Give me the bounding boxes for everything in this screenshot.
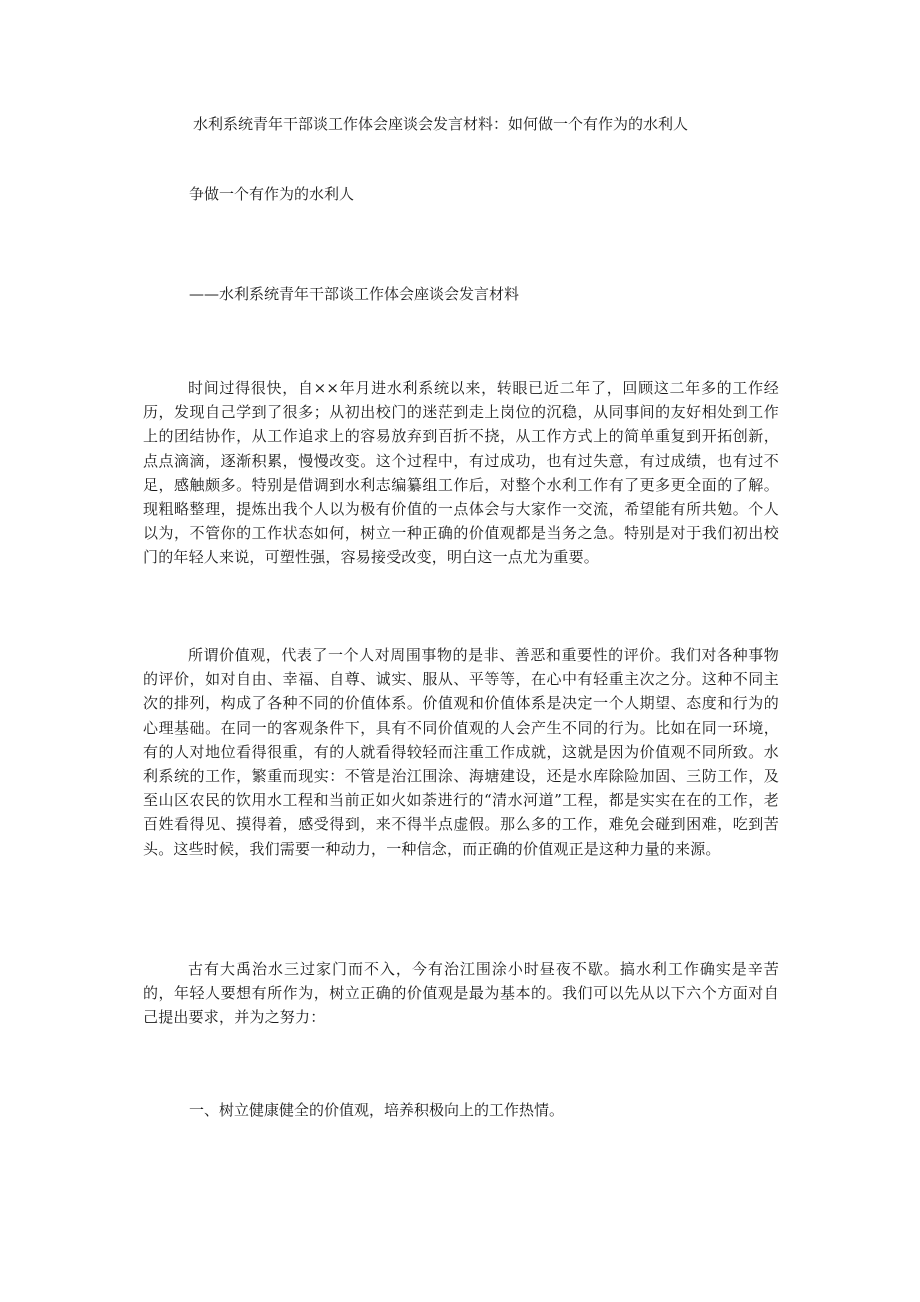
document-subtitle: 争做一个有作为的水利人 [189,185,355,203]
paragraph-values: 所谓价值观，代表了一个人对周围事物的是非、善恶和重要性的评价。我们对各种事物的评价，如对自由、幸福、自尊、诚实、服从、平等等，在心中有轻重主次之分。这种不同主次的排列，构成了各种不同的价值体系。价值观和价值体系是决定一个人期望、态度和行为的心理基础。在同一的客观条件下，具有不同价值观的人会产生不同的行为。比如在同一环境，有的人对地位看得很重，有的人就看得较轻而注重工作成就，这就是因为价值观不同所致。水利系统的工作，繁重而现实：不管是治江围涂、海塘建设，还是水库除险加固、三防工作，及至山区农民的饮用水工程和当前正如火如荼进行的“清水河道”工程，都是实实在在的工作，老百姓看得见、摸得着，感受得到，来不得半点虚假。那么多的工作，难免会碰到困难，吃到苦头。这些时候，我们需要一种动力，一种信念，而正确的价值观正是这种力量的来源。 [143,646,779,858]
paragraph-intro: 时间过得很快，自××年月进水利系统以来，转眼已近二年了，回顾这二年多的工作经历，发现自己学到了很多；从初出校门的迷茫到走上岗位的沉稳，从同事间的友好相处到工作上的团结协作，从工作追求上的容易放弃到百折不挠，从工作方式上的简单重复到开拓创新，点点滴滴，逐渐积累，慢慢改变。这个过程中，有过成功，也有过失意，有过成绩，也有过不足，感触颇多。特别是借调到水利志编纂组工作后，对整个水利工作有了更多更全面的了解。现粗略整理，提炼出我个人以为极有价值的一点体会与大家作一交流，希望能有所共勉。个人以为，不管你的工作状态如何，树立一种正确的价值观都是当务之急。特别是对于我们初出校门的年轻人来说，可塑性强，容易接受改变，明白这一点尤为重要。 [143,379,779,567]
document-title: 水利系统青年干部谈工作体会座谈会发言材料：如何做一个有作为的水利人 [193,115,689,133]
paragraph-requirements: 古有大禹治水三过家门而不入，今有治江围涂小时昼夜不歇。搞水利工作确实是辛苦的，年轻人要想有所作为，树立正确的价值观是最为基本的。我们可以先从以下六个方面对自己提出要求，并为之努力： [143,960,779,1027]
document-byline: ——水利系统青年干部谈工作体会座谈会发言材料 [189,285,520,303]
section-heading-1: 一、树立健康健全的价值观，培养积极向上的工作热情。 [189,1101,565,1119]
